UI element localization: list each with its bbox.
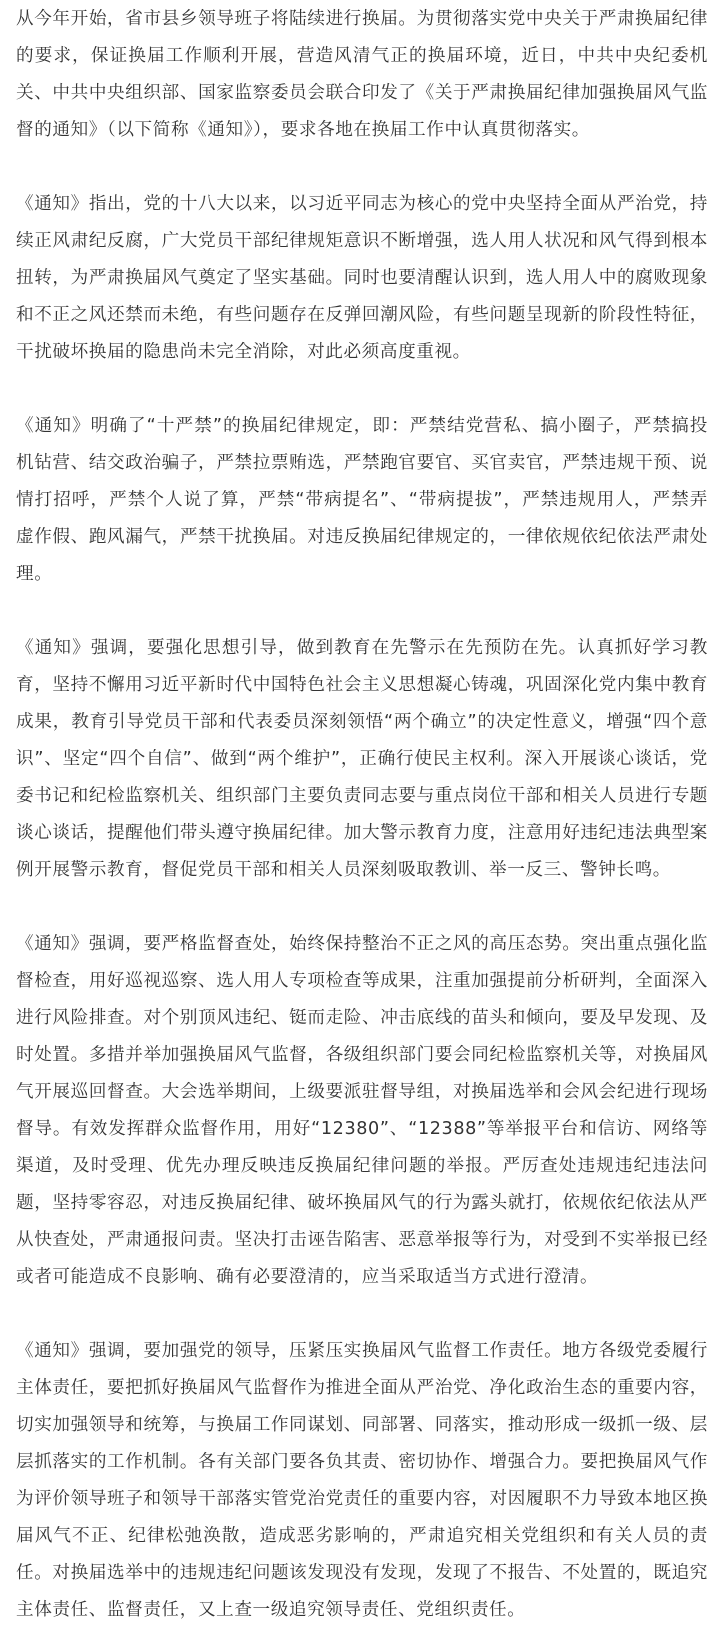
paragraph-supervision: 《通知》强调，要严格监督查处，始终保持整治不正之风的高压态势。突出重点强化监督检查，用好巡视巡察、选人用人专项检查等成果，注重加强提前分析研判，全面深入进行风险排查。对个别顶风违纪、铤而走险、冲击底线的苗头和倾向，要及早发现、及时处置。多措并举加强换届风气监督，各级组织部门要会同纪检监察机关等，对换届风气开展巡回督查。大会选举期间，上级要派驻督导组，对换届选举和会风会纪进行现场督导。有效发挥群众监督作用，用好“12380”、“12388”等举报平台和信访、网络等渠道，及时受理、优先办理反映违反换届纪律问题的举报。严厉查处违规违纪违法问题，坚持零容忍，对违反换届纪律、破坏换届风气的行为露头就打，依规依纪依法从严从快查处，严肃通报问责。坚决打击诬告陷害、恶意举报等行为，对受到不实举报已经或者可能造成不良影响、确有必要澄清的，应当采取适当方式进行澄清。 [16, 934, 708, 1287]
paragraph-gap [16, 593, 708, 630]
paragraph-gap [16, 149, 708, 186]
paragraph-gap [16, 1296, 708, 1333]
paragraph-background: 《通知》指出，党的十八大以来，以习近平同志为核心的党中央坚持全面从严治党，持续正风肃纪反腐，广大党员干部纪律规矩意识不断增强，选人用人状况和风气得到根本扭转，为严肃换届风气奠定了坚实基础。同时也要清醒认识到，选人用人中的腐败现象和不正之风还禁而未绝，有些问题存在反弹回潮风险，有些问题呈现新的阶段性特征，干扰破坏换届的隐患尚未完全消除，对此必须高度重视。 [16, 194, 708, 362]
paragraph-gap [16, 371, 708, 408]
paragraph-intro: 从今年开始，省市县乡领导班子将陆续进行换届。为贯彻落实党中央关于严肃换届纪律的要求，保证换届工作顺利开展，营造风清气正的换届环境，近日，中共中央纪委机关、中共中央组织部、国家监察委员会联合印发了《关于严肃换届纪律加强换届风气监督的通知》（以下简称《通知》），要求各地在换届工作中认真贯彻落实。 [16, 9, 708, 140]
paragraph-ten-prohibitions: 《通知》明确了“十严禁”的换届纪律规定，即：严禁结党营私、搞小圈子，严禁搞投机钻营、结交政治骗子，严禁拉票贿选，严禁跑官要官、买官卖官，严禁违规干预、说情打招呼，严禁个人说了算，严禁“带病提名”、“带病提拔”，严禁违规用人，严禁弄虚作假、跑风漏气，严禁干扰换届。对违反换届纪律规定的，一律依规依纪依法严肃处理。 [16, 416, 708, 584]
paragraph-gap [16, 889, 708, 926]
paragraph-ideological-guidance: 《通知》强调，要强化思想引导，做到教育在先警示在先预防在先。认真抓好学习教育，坚持不懈用习近平新时代中国特色社会主义思想凝心铸魂，巩固深化党内集中教育成果，教育引导党员干部和代表委员深刻领悟“两个确立”的决定性意义，增强“四个意识”、坚定“四个自信”、做到“两个维护”，正确行使民主权利。深入开展谈心谈话，党委书记和纪检监察机关、组织部门主要负责同志要与重点岗位干部和相关人员进行专题谈心谈话，提醒他们带头遵守换届纪律。加大警示教育力度，注意用好违纪违法典型案例开展警示教育，督促党员干部和相关人员深刻吸取教训、举一反三、警钟长鸣。 [16, 638, 708, 880]
paragraph-party-leadership: 《通知》强调，要加强党的领导，压紧压实换届风气监督工作责任。地方各级党委履行主体责任，要把抓好换届风气监督作为推进全面从严治党、净化政治生态的重要内容，切实加强领导和统筹，与换届工作同谋划、同部署、同落实，推动形成一级抓一级、层层抓落实的工作机制。各有关部门要各负其责、密切协作、增强合力。要把换届风气作为评价领导班子和领导干部落实管党治党责任的重要内容，对因履职不力导致本地区换届风气不正、纪律松弛涣散，造成恶劣影响的，严肃追究相关党组织和有关人员的责任。对换届选举中的违规违纪问题该发现没有发现，发现了不报告、不处置的，既追究主体责任、监督责任，又上查一级追究领导责任、党组织责任。 [16, 1341, 708, 1620]
